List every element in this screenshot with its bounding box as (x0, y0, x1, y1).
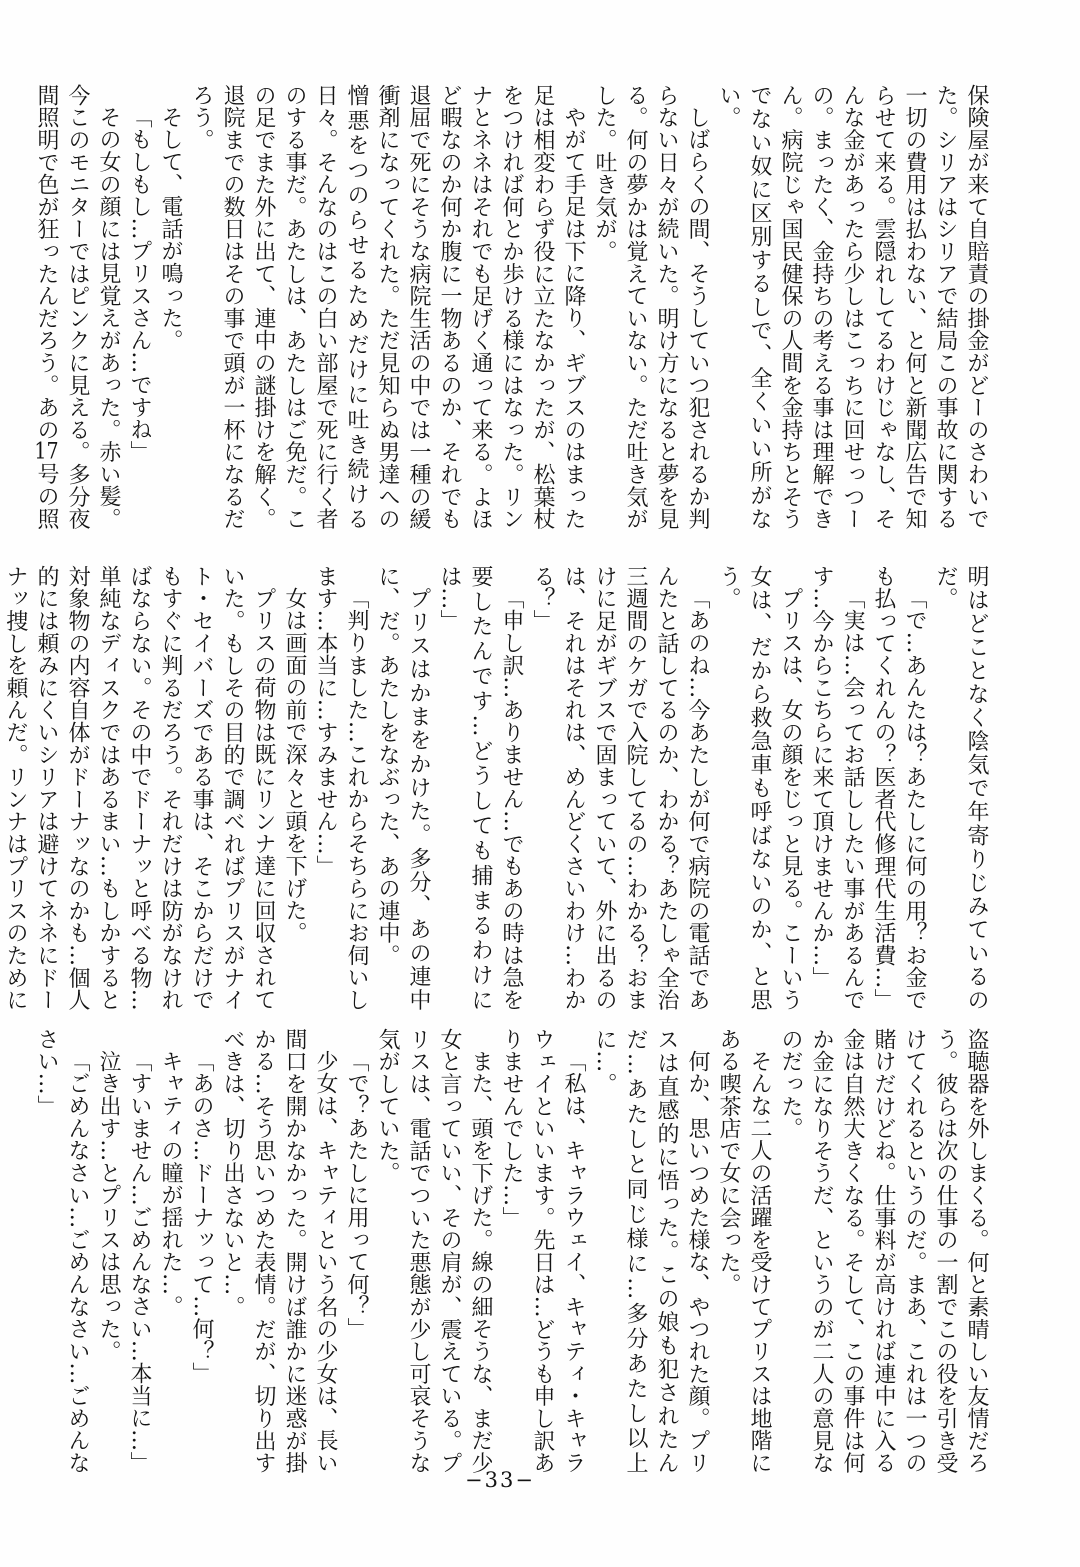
paragraph: 保険屋が来て自賠責の掛金がどーのさわいでた。シリアはシリアで結局この事故に関する一切の費用は払わない、と何と新聞広告で知らせて来る。雲隠れしてるわけじゃなし、そんな金があったら少しはこっちに回せっつーの。まったく、金持ちの考える事は理解できん。病院じゃ国民健保の人間を金持ちとそうでない奴に区別するしで、全くいい所がない。 (716, 84, 989, 530)
paragraph: しばらくの間、そうしていつ犯されるか判らない日々が続いた。明け方になると夢を見る。何の夢かは覚えていない。ただ吐き気がした。吐き気が。 (592, 84, 710, 530)
paragraph: 「実は…会ってお話ししたい事があるんです…今からこちらに来て頂けませんか…」 (809, 565, 865, 1011)
paragraph: 「もしもし…プリスさん…ですね」 (127, 106, 152, 463)
paragraph: 「で…あんたは？あたしに何の用？お金でも払ってくれんの？医者代修理代生活費…」 (871, 565, 927, 1011)
paragraph: 盗聴器を外しまくる。何と素晴しい友情だろう。彼らは次の仕事の一割でこの役を引き受けてくれるというのだ。まあ、これは一つの賭けだけどね。仕事料が高ければ連中に入る金は自然大きくなる。そして、この事件は何か金になりそうだ、というのが二人の意見なのだった。 (778, 1028, 989, 1474)
paragraph: プリスはかまをかけた。多分、あの連中に、だ。あたしをなぶった、あの連中。 (375, 565, 431, 1011)
paragraph: 何か、思いつめた様な、やつれた顔。プリスは直感的に悟った。この娘も犯されたんだ…あたしと同じ様に…多分あたし以上に…。 (592, 1028, 710, 1474)
paragraph: そして、電話が鳴った。 (158, 106, 183, 352)
paragraph: 少女は、キャティという名の少女は、長い間口を開かなかった。開けば誰かに迷惑が掛かる…そう思いつめた表情。だが、切り出すべきは、切り出さないと…。 (220, 1028, 338, 1474)
text-section-top (34, 84, 992, 530)
paragraph: 「判りました…これからそちらにお伺いします…本当に…すみません…」 (313, 565, 369, 1011)
page-number: −33− (465, 1468, 535, 1492)
paragraph: その女の顔には見覚えがあった。赤い髪。今このモニターではピンクに見える。多分夜間照明で色が狂ったんだろう。あの17号の照 (34, 84, 121, 530)
paragraph: 「あのさ…ドーナッって…何？」 (189, 1050, 214, 1385)
text-section-bottom (34, 1028, 992, 1474)
tate-chu-yoko-number: 17 (34, 440, 59, 463)
paragraph: やがて手足は下に降り、ギブスのはまった足は相変わらず役に立たなかったが、松葉杖をつければ何とか歩ける様にはなった。リンナとネネはそれでも足げく通って来る。よほど暇なのか何か腹に一物あるのか、それでも退屈で死にそうな病院生活の中では一種の緩衝剤になってくれた。ただ見知らぬ男達への憎悪をつのらせるためだけに吐き続ける日々。そんなのはこの白い部屋で死に行く者のする事だ。あたしは、あたしはご免だ。この足でまた外に出て、連中の謎掛けを解く。退院までの数日はその事で頭が一杯になるだろう。 (189, 84, 586, 530)
paragraph: 「ごめんなさい…ごめんなさい…ごめんなさい…」 (34, 1028, 90, 1474)
paragraph: プリスの荷物は既にリンナ達に回収されていた。もしその目的で調べればプリスがナイト・セイバーズである事は、そこからだけでもすぐに判るだろう。それだけは防がなければならない。その中でドーナッと呼べる物…単純なディスクではあるまい…もしかすると対象物の内容自体がドーナッなのかも…個人的には頼みにくいシリアは避けてネネにドーナッ捜しを頼んだ。リンナはプリスのために (3, 565, 276, 1011)
paragraph: プリスは、女の顔をじっと見る。こーいう女は、だから救急車も呼ばないのか、と思う。 (716, 565, 803, 1011)
paragraph: また、頭を下げた。線の細そうな、まだ少女と言っていい、その肩が、震えている。プリスは、電話でついた悪態が少し可哀そうな気がしていた。 (375, 1028, 493, 1474)
paragraph: 「申し訳…ありません…でもあの時は急を要したんです…どうしても捕まるわけには…」 (437, 565, 524, 1011)
paragraph: 「私は、キャラウェイ、キャティ・キャラウェイといいます。先日は…どうも申し訳ありませんでした…」 (499, 1028, 586, 1474)
paragraph: 「あのね…今あたしが何で病院の電話であんたと話してるのか、わかる？あたしゃ全治三週間のケガで入院してるの…わかる？おまけに足がギブスで固まっていて、外に出るのは、それはそれは、めんどくさいわけ…わかる？」 (530, 565, 710, 1011)
paragraph: 明はどことなく陰気で年寄りじみているのだ。 (933, 565, 989, 1011)
paragraph: 「すいません…ごめんなさい…本当に…」 (127, 1050, 152, 1474)
paragraph: 女は画面の前で深々と頭を下げた。 (282, 587, 307, 944)
paragraph: 泣き出す…とプリスは思った。 (96, 1050, 121, 1363)
paragraph: 「で？あたしに用って何？」 (344, 1050, 369, 1340)
paragraph: そんな二人の活躍を受けてプリスは地階にある喫茶店で女に会った。 (716, 1028, 772, 1474)
paragraph: キャティの瞳が揺れた…。 (158, 1050, 183, 1318)
text-section-middle (3, 565, 992, 1011)
